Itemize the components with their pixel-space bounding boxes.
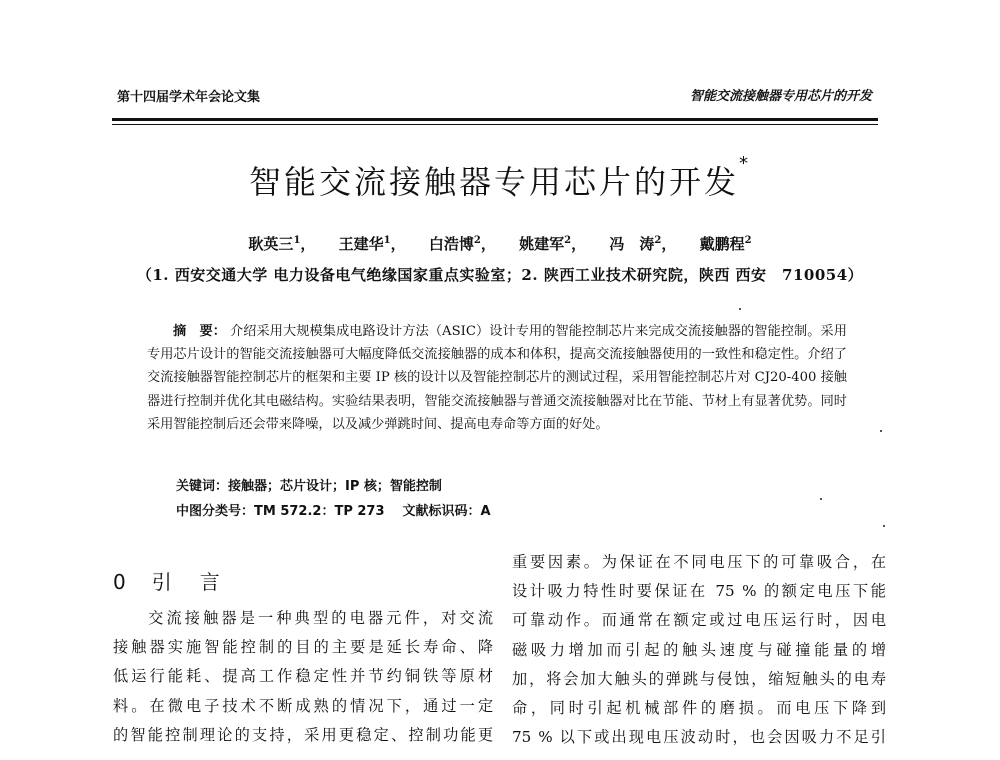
classification-line xyxy=(176,500,491,519)
abstract xyxy=(147,320,847,436)
text-line: 接触器实施智能控制的目的主要是延长寿命、降 xyxy=(113,638,493,657)
body-column-left xyxy=(113,604,493,750)
text-line: 加，将会加大触头的弹跳与侵蚀，缩短触头的电寿 xyxy=(512,669,886,688)
author-separator: ， xyxy=(390,235,406,253)
text-line: 命，同时引起机械部件的磨损。而电压下降到 xyxy=(512,699,886,718)
author-name: 冯 涛 xyxy=(609,235,655,253)
author-separator: ， xyxy=(480,235,496,253)
section-title: 引 言 xyxy=(151,570,224,594)
header-rule-thick xyxy=(112,118,878,121)
title-footnote-mark: * xyxy=(739,153,751,174)
author-name: 姚建军 xyxy=(519,235,565,253)
keywords: 关键词：接触器；芯片设计；IP 核；智能控制 xyxy=(176,479,442,494)
text-line-content: 交流接触器是一种典型的电器元件，对交流 xyxy=(145,609,493,627)
text-line: 75 % 以下或出现电压波动时，也会因吸力不足引 xyxy=(512,728,886,747)
body-column-right xyxy=(512,548,886,752)
author-separator: ， xyxy=(661,235,677,253)
text-line xyxy=(113,604,493,633)
author-name: 耿英三 xyxy=(248,235,294,253)
author-separator: ， xyxy=(300,235,316,253)
scan-speck xyxy=(820,498,822,500)
author xyxy=(339,235,406,253)
running-header-right: 智能交流接触器专用芯片的开发 xyxy=(689,89,872,104)
author-affiliation-mark: 2 xyxy=(744,235,752,246)
section-number: 0 xyxy=(113,570,130,594)
affiliation: （1. 西安交通大学 电力设备电气绝缘国家重点实验室；2. 陕西工业技术研究院，陕西 西安 710054） xyxy=(136,266,864,284)
author-affiliation-mark: 1 xyxy=(383,235,391,246)
author-list xyxy=(0,233,1000,254)
author xyxy=(429,235,496,253)
author-affiliation-mark: 1 xyxy=(293,235,301,246)
abstract-label: 摘 要： xyxy=(173,324,227,339)
author-name: 白浩博 xyxy=(428,235,474,253)
scan-speck xyxy=(883,525,885,527)
text-line: 低运行能耗、提高工作稳定性并节约铜铁等原材 xyxy=(113,667,493,686)
clc-number: 中图分类号：TM 572.2：TP 273 xyxy=(176,504,385,519)
title-text: 智能交流接触器专用芯片的开发 xyxy=(248,163,739,201)
author-affiliation-mark: 2 xyxy=(473,235,481,246)
text-line: 料。在微电子技术不断成熟的情况下，通过一定 xyxy=(113,696,493,715)
author xyxy=(519,235,586,253)
text-line: 重要因素。为保证在不同电压下的可靠吸合，在 xyxy=(512,553,886,571)
scan-speck xyxy=(880,430,882,432)
author xyxy=(700,235,752,253)
author xyxy=(609,235,676,253)
author-name: 戴鹏程 xyxy=(699,235,745,253)
text-line: 磁吸力增加而引起的触头速度与碰撞能量的增 xyxy=(512,640,886,659)
paper-title xyxy=(0,153,1000,203)
author-name: 王建华 xyxy=(338,235,384,253)
author xyxy=(248,235,315,253)
running-header-left: 第十四届学术年会论文集 xyxy=(117,90,261,105)
author-affiliation-mark: 2 xyxy=(654,235,662,246)
document-code: 文献标识码：A xyxy=(402,504,491,519)
header-rule-thin xyxy=(112,124,878,125)
text-line: 的智能控制理论的支持，采用更稳定、控制功能更 xyxy=(113,725,493,744)
abstract-text: 介绍采用大规模集成电路设计方法（ASIC）设计专用的智能控制芯片来完成交流接触器的智能控制。采用专用芯片设计的智能交流接触器可大幅度降低交流接触器的成本和体积，提高交流接触器使用的一致性和稳定性。介绍了交流接触器智能控制芯片的框架和主要 IP 核的设计以及智能控制芯片的测试过程，采用智能控制芯片对 CJ20-400 接触器进行控制并优化其电磁结构。实验结果表明，智能交流接触器与普通交流接触器对比在节能、节材上有显著优势。同时采用智能控制后还会带来降噪，以及减少弹跳时间、提高电寿命等方面的好处。 xyxy=(147,324,847,432)
author-separator: ， xyxy=(571,235,587,253)
text-line: 可靠动作。而通常在额定或过电压运行时，因电 xyxy=(512,611,886,630)
scan-speck xyxy=(739,308,741,310)
text-line: 设计吸力特性时要保证在 75 % 的额定电压下能 xyxy=(512,582,886,601)
author-affiliation-mark: 2 xyxy=(564,235,572,246)
section-heading xyxy=(113,566,224,595)
